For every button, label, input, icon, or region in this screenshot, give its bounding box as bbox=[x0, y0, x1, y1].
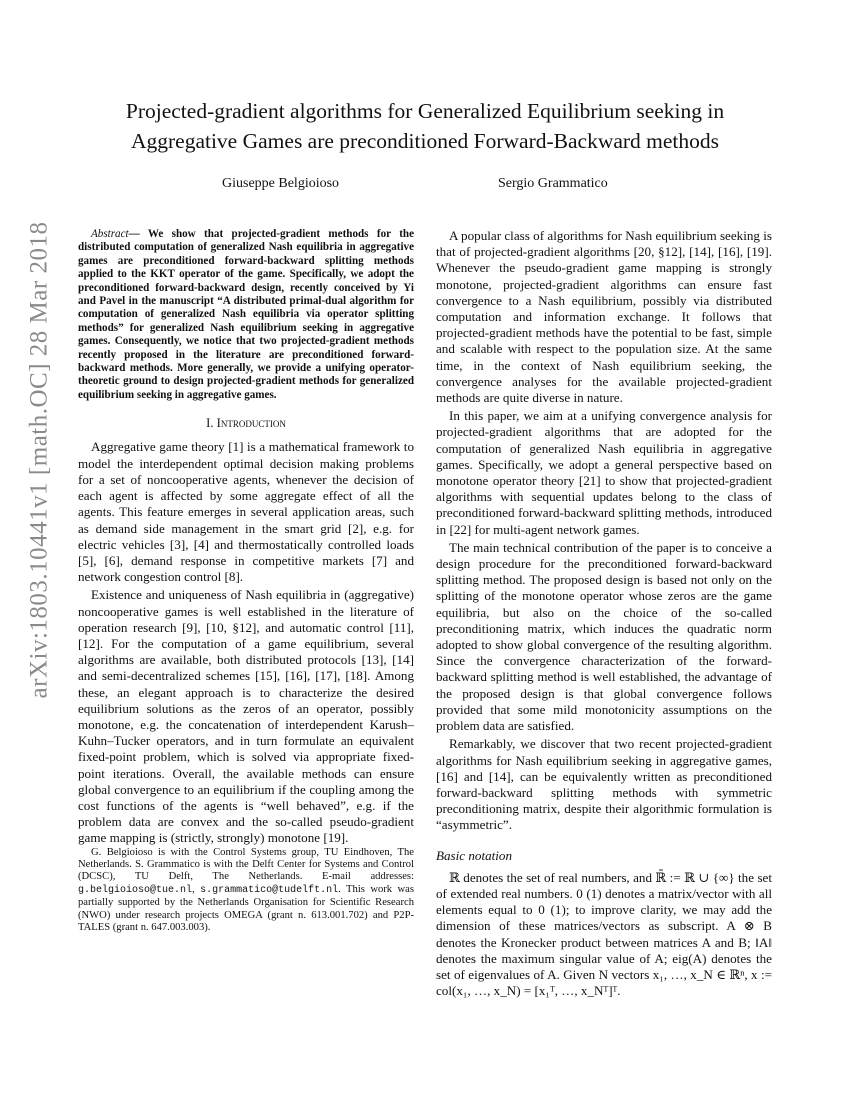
email-address: g.belgioioso@tue.nl bbox=[78, 884, 193, 896]
author-name: Giuseppe Belgioioso bbox=[222, 176, 340, 191]
paragraph: Remarkably, we discover that two recent projected-gradient algorithms for Nash equilibrium seeking in aggregative games, [16] and [14], can be equivalently written as preconditioned forward-backward splitting methods with symmetric preconditioning matrix, despite their algorithmic formulation is “asymmetric”. bbox=[436, 736, 772, 833]
paragraph: A popular class of algorithms for Nash equilibrium seeking is that of projected-gradient algorithms [20, §12], [14], [16], [19]. Whenever the pseudo-gradient game mapping is strongly monotone, projected-gradient algorithms can ensure fast convergence to a Nash equilibrium, possibly via distributed computation and information exchange. It follows that projected-gradient methods have the potential to be fast, simple and scalable with respect to the population size. At the same time, in the context of Nash equilibrium seeking, the convergence analyses for the available projected-gradient methods are quite diverse in nature. bbox=[436, 228, 772, 406]
footnote-text: . This work was partially supported by the Netherlands Organisation for Scientific Research (NWO) under research projects OMEGA (grant n. 613.001.702) and P2P-TALES (grant n. 647.003.003). bbox=[78, 883, 415, 933]
notation-paragraph: ℝ denotes the set of real numbers, and ℝ̄ := ℝ ∪ {∞} the set of extended real numbers. 0 (1) denotes a matrix/vector with all elements equal to 0 (1); to improve clarity, we may add the dimension of these matrices/vectors as subscript. A ⊗ B denotes the Kronecker product between matrices A and B; ‖A‖ denotes the maximum singular value of A; eig(A) denotes the set of eigenvalues of A. Given N vectors x₁, …, x_N ∈ ℝⁿ, x := col(x₁, …, x_N) = [x₁ᵀ, …, x_Nᵀ]ᵀ. bbox=[436, 869, 772, 999]
left-column bbox=[78, 228, 414, 934]
paper-title: Projected-gradient algorithms for Generalized Equilibrium seeking in Aggregative Games are preconditioned Forward-Backward methods bbox=[125, 99, 725, 153]
footnote-sep: , bbox=[192, 883, 201, 895]
arxiv-identifier bbox=[4, 221, 74, 699]
email-address: s.grammatico@tudelft.nl bbox=[200, 884, 339, 896]
footnote-text: G. Belgioioso is with the Control Systems group, TU Eindhoven, The Netherlands. S. Grammatico is with the Delft Center for Systems and Control (DCSC), TU Delft, The Netherlands. E-mail addresses: bbox=[78, 846, 414, 883]
arxiv-identifier-text: arXiv:1803.10441v1 [math.OC] 28 Mar 2018 bbox=[25, 221, 53, 699]
paragraph: In this paper, we aim at a unifying convergence analysis for projected-gradient algorithms that are adopted for the computation of generalized Nash equilibria in aggregative games. Specifically, we adopt a general perspective based on monotone operator theory [21] to show that projected-gradient algorithms with sequential updates belong to the class of preconditioned forward-backward splitting methods, introduced in [22] for multi-agent network games. bbox=[436, 408, 772, 537]
section-heading-introduction: I. Introduction bbox=[206, 416, 286, 431]
abstract-text: — We show that projected-gradient methods for the distributed computation of generalized Nash equilibria in aggregative games are preconditioned forward-backward splitting methods applied to the KKT operator of the game. Specifically, we adopt the preconditioned forward-backward design, recently conceived by Yi and Pavel in the manuscript “A distributed primal-dual algorithm for computation of generalized Nash equilibria via operator splitting methods” for generalized Nash equilibrium seeking in aggregative games. Consequently, we notice that two projected-gradient methods recently proposed in the literature are preconditioned forward-backward methods. More generally, we provide a unifying operator-theoretic ground to design projected-gradient methods for generalized equilibrium seeking in aggregative games. bbox=[78, 228, 414, 401]
author-name: Sergio Grammatico bbox=[498, 176, 608, 191]
abstract bbox=[78, 228, 414, 402]
right-column bbox=[436, 228, 772, 999]
footnote bbox=[78, 847, 414, 935]
subsection-heading-basic-notation: Basic notation bbox=[436, 847, 513, 863]
paragraph: The main technical contribution of the paper is to conceive a design procedure for the preconditioned forward-backward splitting method. The proposed design is based not only on the splitting of the monotone operator whose zeros are the game equilibria, but also on the choice of the so-called preconditioning matrix, which induces the quadratic norm adopted to show global convergence of the resulting algorithm. Since the convergence characterization of the forward-backward splitting method is well established, the advantage of the proposed design is that global convergence follows provided that some mild monotonicity assumptions on the problem data are satisfied. bbox=[436, 539, 772, 734]
paragraph: Existence and uniqueness of Nash equilibria in (aggregative) noncooperative games is well established in the literature of operation research [9], [10, §12], and automatic control [11], [12]. For the computation of a game equilibrium, several algorithms are available, both distributed protocols [13], [14] and semi-decentralized schemes [15], [16], [17], [18]. Among these, an elegant approach is to characterize the desired equilibrium solutions as the zeros of an operator, possibly monotone, e.g. the concatenation of interdependent Karush–Kuhn–Tucker operators, and in turn formulate an equivalent fixed-point problem, which is solved via appropriate fixed-point iterations. Overall, the available methods can ensure global convergence to an equilibrium if the coupling among the cost functions of the agents is “well behaved”, e.g. if the problem data are convex and the so-called pseudo-gradient game mapping is (strictly, strongly) monotone [19]. bbox=[78, 587, 414, 846]
abstract-label: Abstract bbox=[91, 228, 129, 240]
paragraph: Aggregative game theory [1] is a mathematical framework to model the interdependent optimal decision making problems for a set of noncooperative agents, whenever the decision of each agent is affected by some aggregate effect of all the agents. This feature emerges in several application areas, such as demand side management in the smart grid [2], e.g. for electric vehicles [3], [4] and thermostatically controlled loads [5], [6], demand response in competitive markets [7] and network congestion control [8]. bbox=[78, 439, 414, 585]
